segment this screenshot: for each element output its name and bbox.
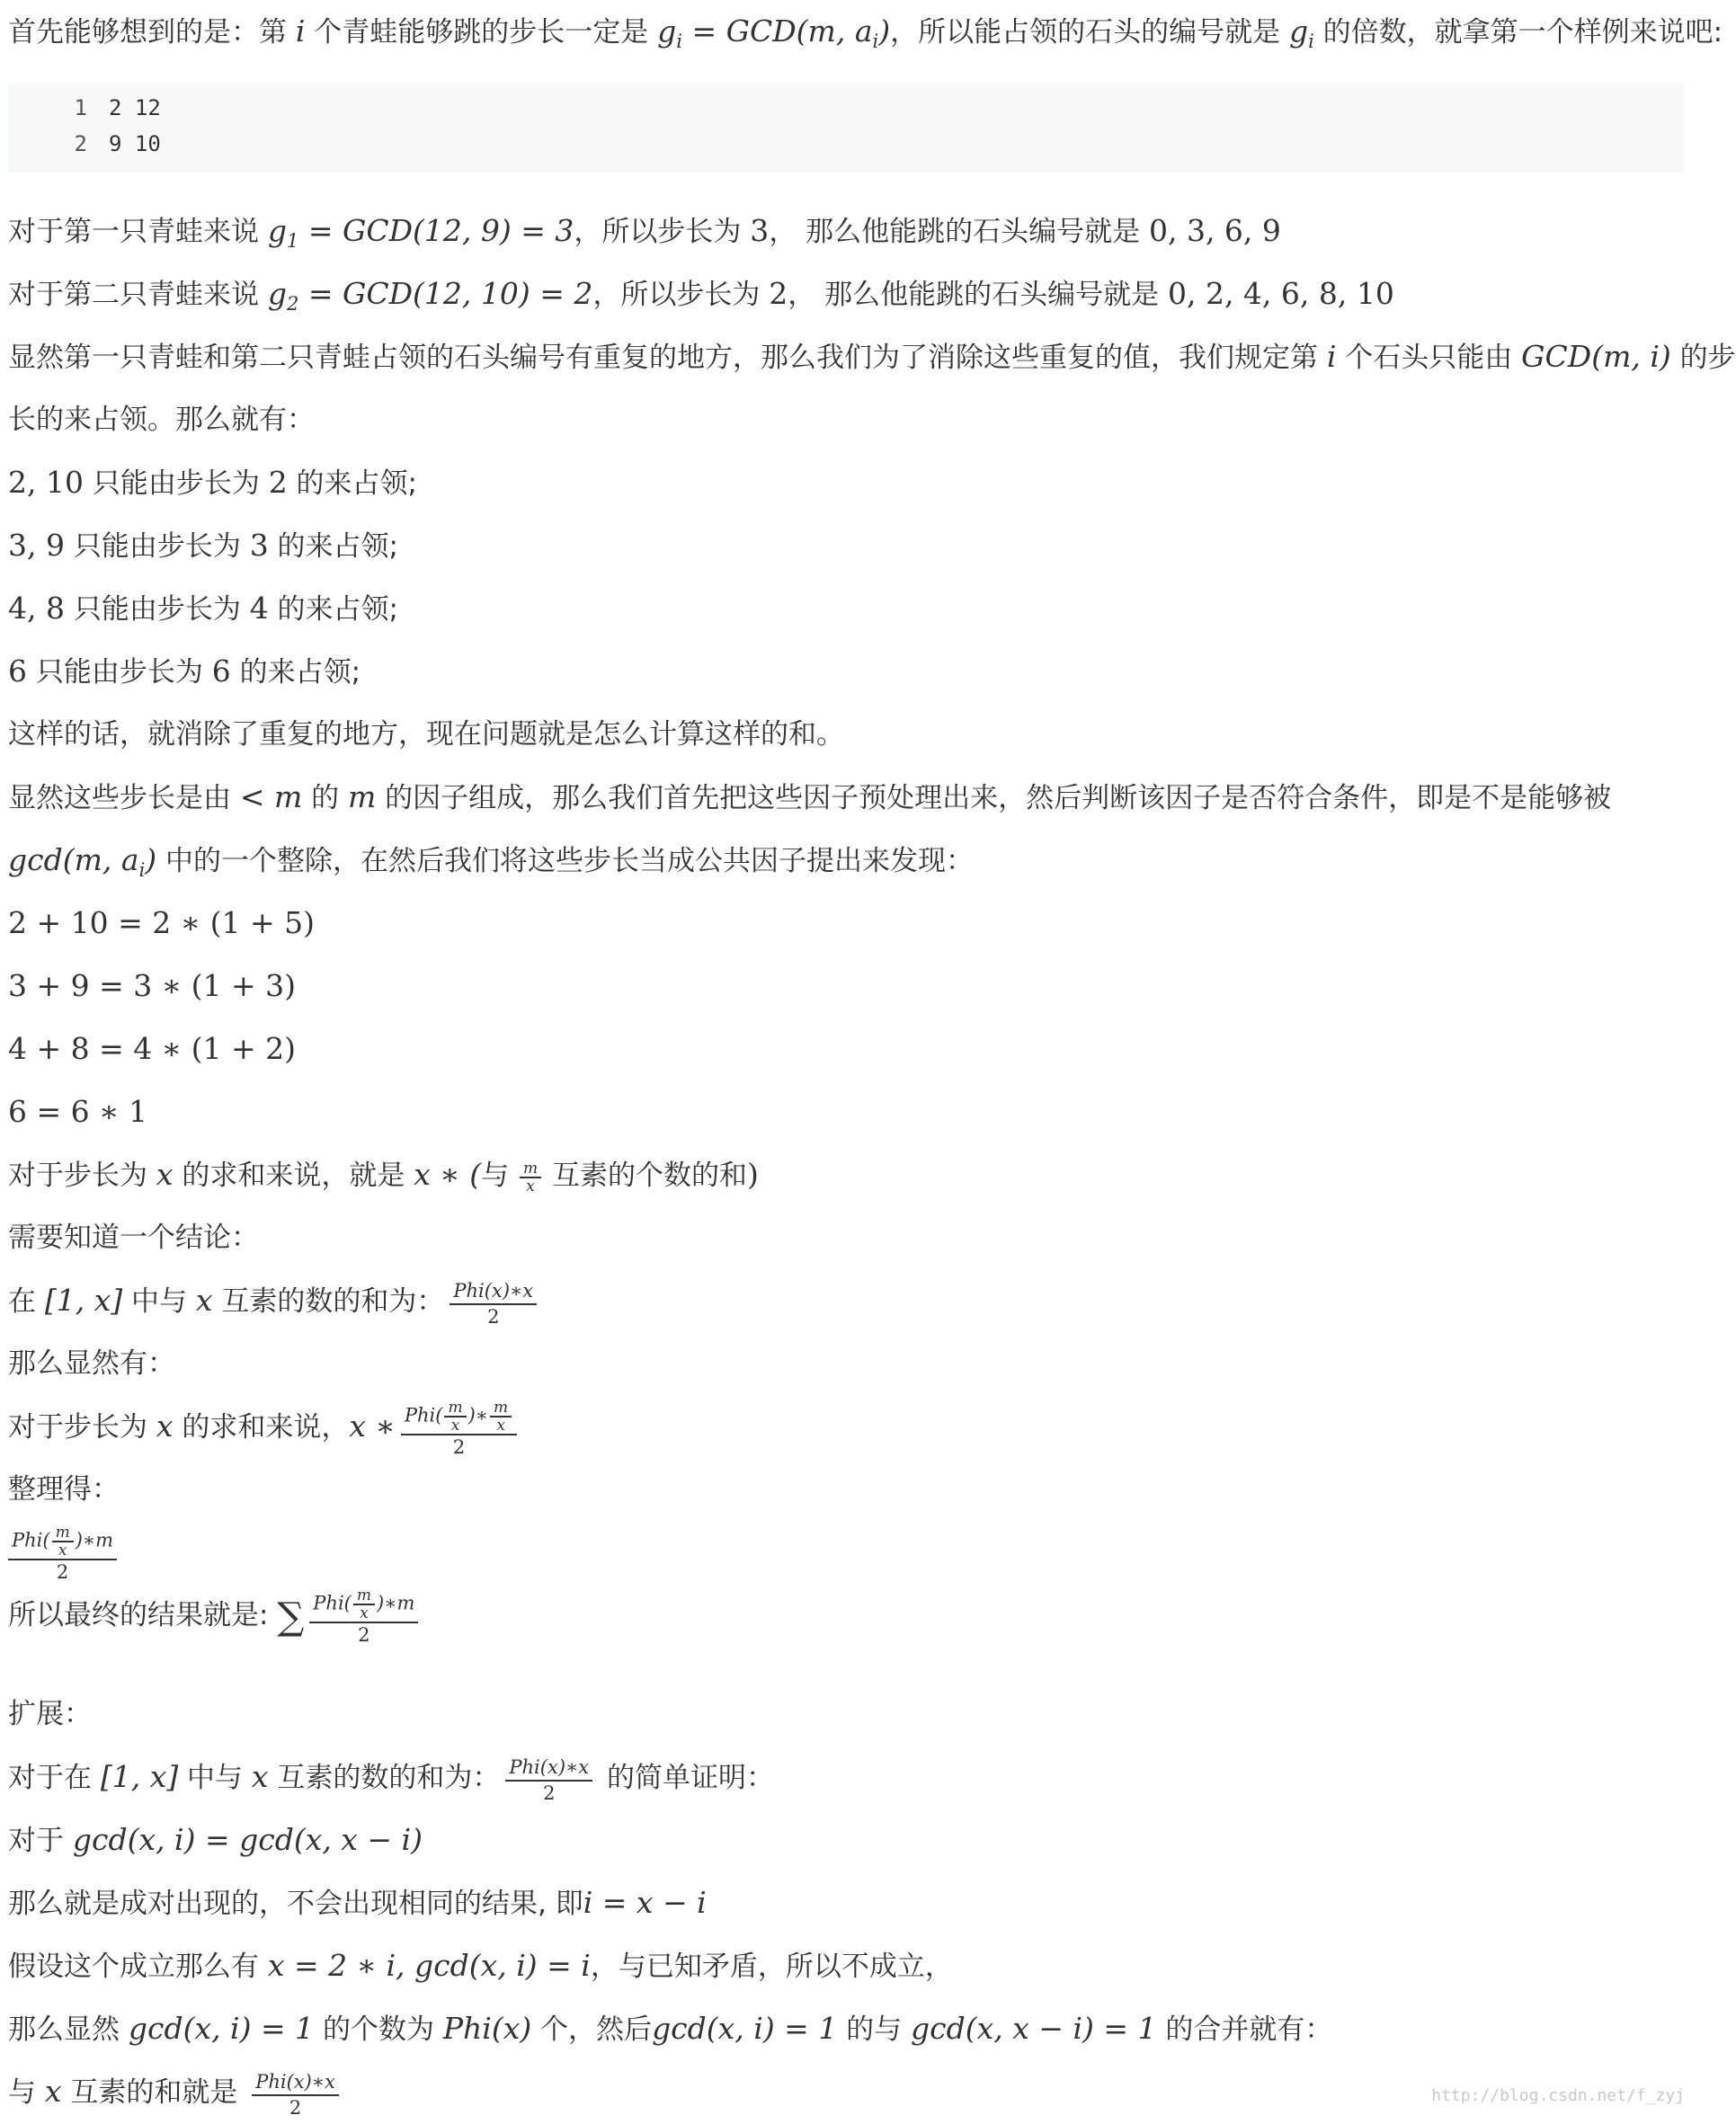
text: 个青蛙能够跳的步长一定是: [305, 16, 658, 49]
paragraph: 显然这些步长是由 < m 的 m 的因子组成，那么我们首先把这些因子预处理出来，然后判断该因子是否符合条件，即是不是能够被: [8, 779, 1612, 814]
list-item: 4, 8 只能由步长为 4 的来占领;: [8, 591, 399, 626]
fraction: Phi( $\frac{m}{x}$ )∗m 2: [309, 1587, 418, 1647]
paragraph: gcd(m, $a_i$) 中的一个整除，在然后我们将这些步长当成公共因子提出来发现：: [8, 842, 975, 881]
equation: 3 + 9 = 3 ∗ (1 + 3): [8, 968, 297, 1003]
paragraph: 整理得：: [8, 1473, 120, 1506]
code-line: [8, 90, 1684, 126]
paragraph: 那么显然 gcd(x, i) = 1 的个数为 Phi(x) 个，然后gcd(x, i) = 1 的与 gcd(x, x − i) = 1 的合并就有：: [8, 2011, 1333, 2046]
paragraph: 这样的话，就消除了重复的地方，现在问题就是怎么计算这样的和。: [8, 718, 844, 751]
paragraph: 需要知道一个结论：: [8, 1222, 259, 1254]
paragraph-result: 所以最终的结果就是: ∑ Phi( $\frac{m}{x}$ )∗m 2: [8, 1584, 1684, 1647]
text: 的倍数，就拿第一个样例来说吧:: [1313, 16, 1723, 49]
paragraph-rule: 显然第一只青蛙和第二只青蛙占领的石头编号有重复的地方，那么我们为了消除这些重复的值，我们规定第 i 个石头只能由 GCD(m, i) 的步: [8, 339, 1736, 374]
intro-paragraph: [8, 0, 1723, 63]
paragraph: 对于 gcd(x, i) = gcd(x, x − i): [8, 1822, 423, 1857]
code-line: [8, 126, 1684, 162]
paragraph: 那么就是成对出现的，不会出现相同的结果, 即i = x − i: [8, 1885, 707, 1920]
list-item: 3, 9 只能由步长为 3 的来占领;: [8, 528, 399, 563]
paragraph: 与 x 互素的和就是 $\frac{\text{Phi(x)∗x}}{2}$: [8, 2060, 1684, 2123]
fraction: $\frac{\text{Phi(x)∗x}}{2}$: [252, 2069, 339, 2120]
line-number: 2: [74, 131, 87, 156]
fraction: $\frac{m}{x}$: [520, 1160, 541, 1195]
watermark: http://blog.csdn.net/f_zyj: [1431, 2086, 1685, 2105]
math-gi: $g_i$: [1288, 13, 1314, 52]
spacer: [8, 1647, 1684, 1683]
fraction: $\frac{\text{Phi(x)∗x}}{2}$: [505, 1755, 592, 1805]
formula: [8, 1521, 1684, 1584]
paragraph: 那么显然有：: [8, 1347, 175, 1380]
paragraph: 在 [1, x] 中与 x 互素的数的和为： $\frac{\text{Phi(x)∗x}}{2}$: [8, 1269, 1684, 1332]
math-i: i: [295, 13, 306, 49]
equation: 6 = 6 ∗ 1: [8, 1094, 148, 1129]
fraction: Phi( $\frac{m}{x}$ )∗ $\frac{m}{x}$ 2: [401, 1400, 517, 1459]
line-number: 1: [74, 95, 87, 120]
paragraph-frog2: 对于第二只青蛙来说 $g_2 = GCD(12$, 10) = 2，所以步长为 2， 那么他能跳的石头编号就是 0, 2, 4, 6, 8, 10: [8, 276, 1394, 315]
code-block: [8, 83, 1684, 173]
paragraph: 假设这个成立那么有 x = 2 ∗ i, gcd(x, i) = i，与已知矛盾，所以不成立，: [8, 1948, 953, 1983]
math-gi: $g_i$: [657, 13, 682, 52]
paragraph-frog1: 对于第一只青蛙来说 $g_1 = GCD(12$, 9) = 3，所以步长为 3， 那么他能跳的石头编号就是 0, 3, 6, 9: [8, 213, 1281, 252]
text: 首先能够想到的是：第: [8, 16, 296, 49]
paragraph-rule-cont: 长的来占领。那么就有：: [8, 404, 315, 436]
code-text: 9 10: [109, 131, 161, 156]
fraction: Phi( $\frac{m}{x}$ )∗m 2: [8, 1524, 117, 1584]
paragraph: 对于步长为 x 的求和来说，x ∗ Phi( $\frac{m}{x}$ )∗ $\frac{m}{x}$ 2: [8, 1395, 1684, 1458]
equation: 4 + 8 = 4 ∗ (1 + 2): [8, 1031, 297, 1066]
equation: 2 + 10 = 2 ∗ (1 + 5): [8, 905, 316, 940]
text: ，所以能占领的石头的编号就是: [890, 16, 1289, 49]
fraction: $\frac{\text{Phi(x)∗x}}{2}$: [450, 1278, 537, 1329]
math-gcd: = GCD(m, $a_i$): [681, 13, 891, 52]
paragraph: 对于步长为 x 的求和来说，就是 x ∗ (与 $\frac{m}{x}$ 互素的个数的和): [8, 1157, 759, 1195]
list-item: 2, 10 只能由步长为 2 的来占领;: [8, 465, 417, 500]
section-heading: 扩展：: [8, 1698, 92, 1730]
list-item: 6 只能由步长为 6 的来占领;: [8, 653, 361, 689]
paragraph: 对于在 [1, x] 中与 x 互素的数的和为： $\frac{\text{Phi(x)∗x}}{2}$ 的简单证明：: [8, 1755, 774, 1804]
code-text: 2 12: [109, 95, 161, 120]
